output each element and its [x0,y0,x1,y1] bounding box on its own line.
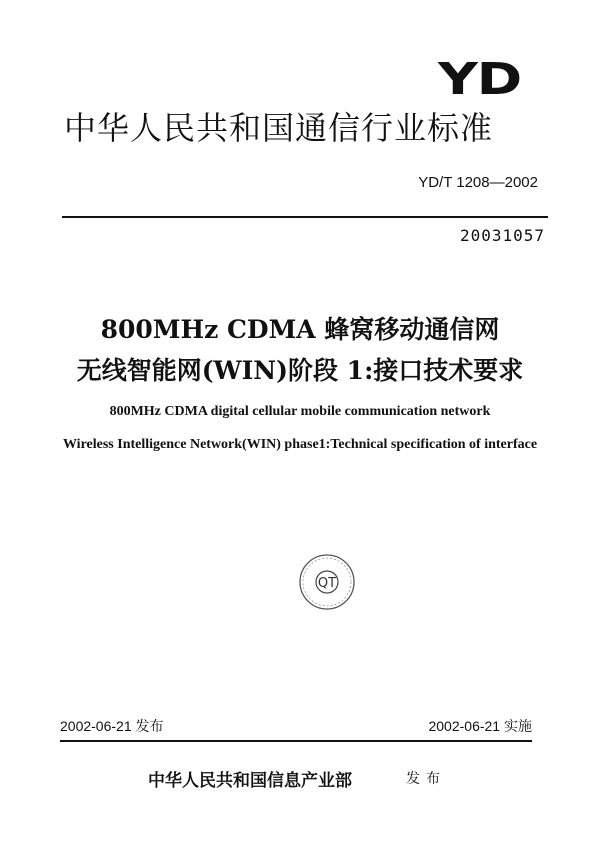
publish-date: 2002-06-21 发布 [60,718,164,734]
implementation-date: 2002-06-21 实施 [428,718,532,734]
standard-category-title: 中华人民共和国通信行业标准 [64,109,494,147]
stamp-text: QT [317,576,337,591]
standard-code: YD/T 1208—2002 [418,174,538,191]
english-title-line-1: 800MHz CDMA digital cellular mobile communication network [109,404,491,419]
chinese-title-line-1: 800MHz CDMA 蜂窝移动通信网 [100,315,500,344]
qt-stamp-icon [298,553,356,611]
publisher: 中华人民共和国信息产业部 [148,771,352,791]
footer-divider [60,740,532,742]
chinese-title-line-2: 无线智能网(WIN)阶段 1:接口技术要求 [76,356,524,385]
english-title-line-2: Wireless Intelligence Network(WIN) phase1:Technical specification of interface [62,437,538,452]
header-divider [62,216,548,218]
yd-logo: YD [438,54,521,105]
document-number: 20031057 [459,226,545,245]
publish-label: 发布 [406,771,446,787]
